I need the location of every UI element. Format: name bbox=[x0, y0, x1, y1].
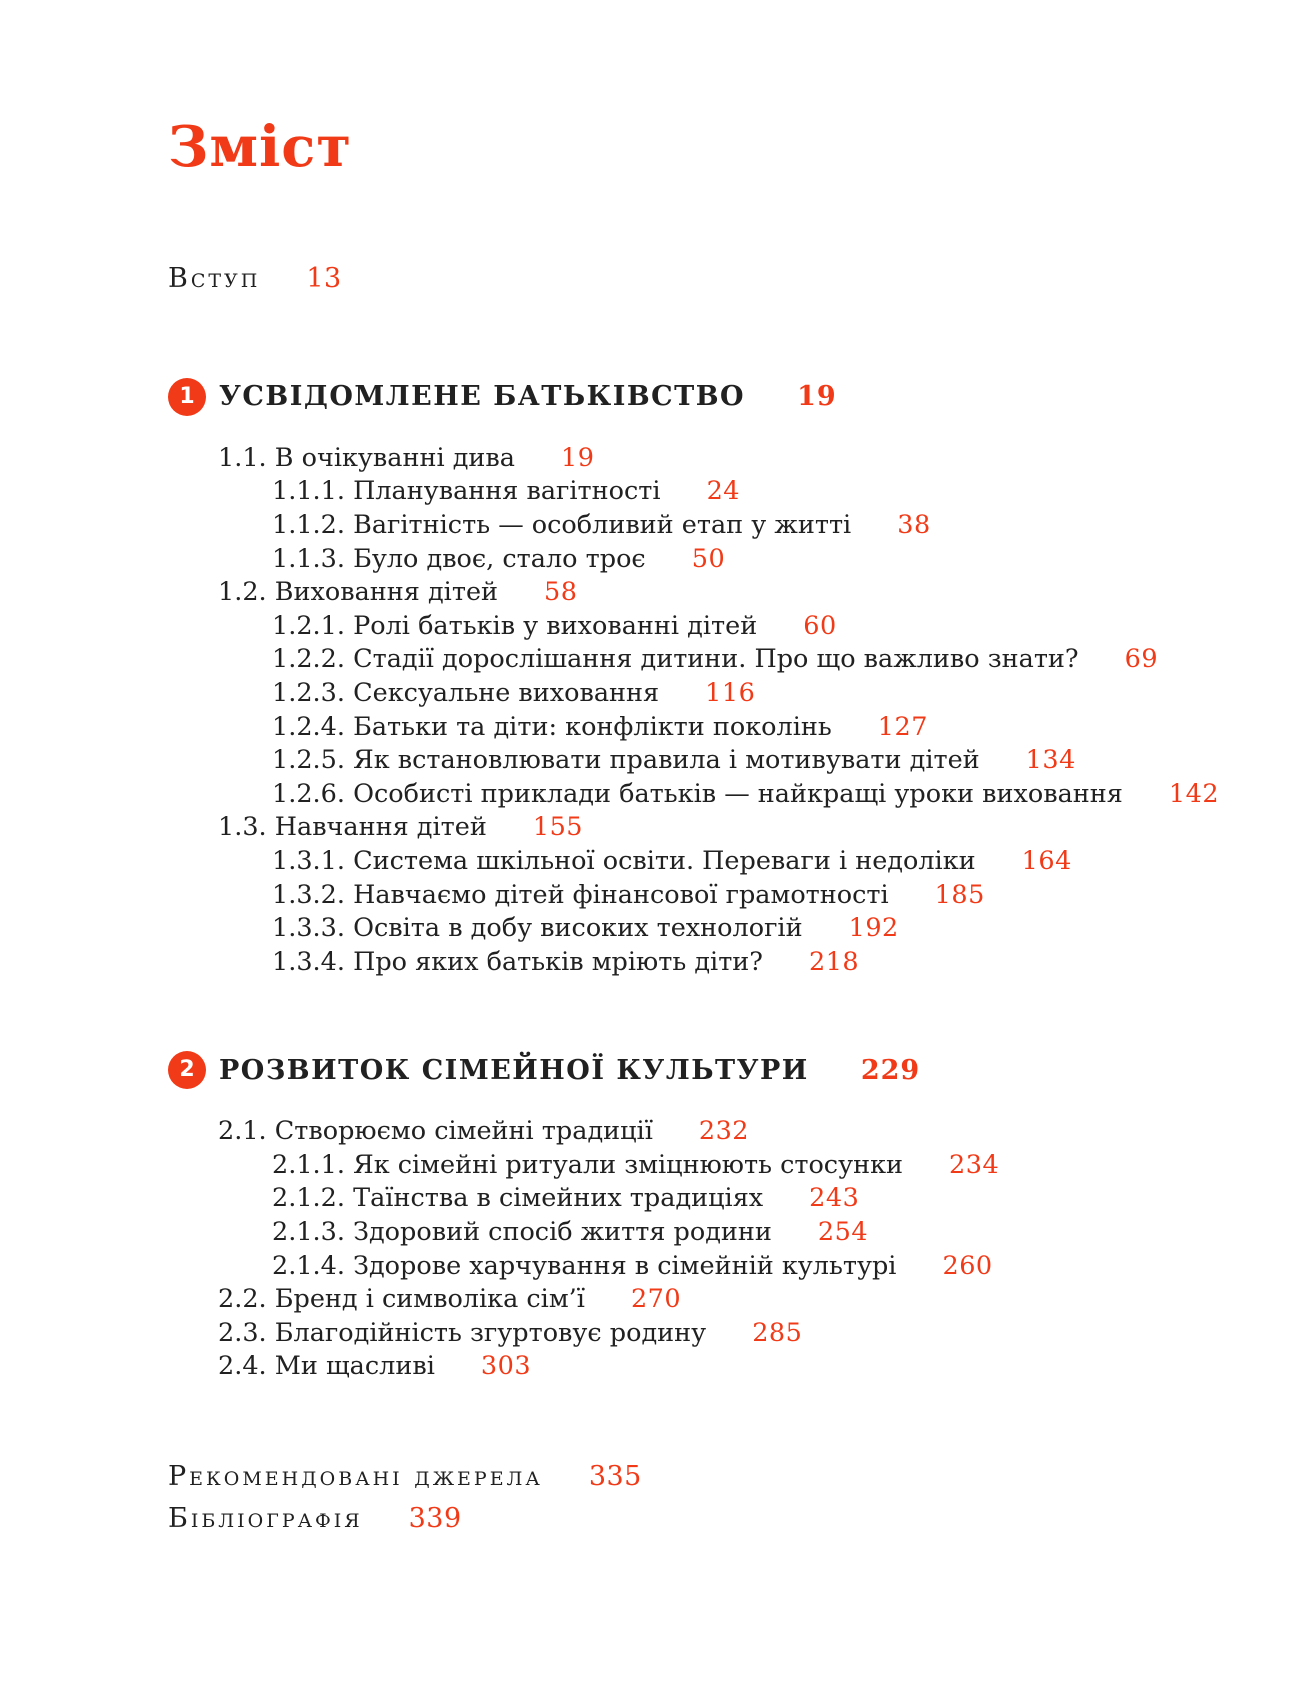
toc-entry bbox=[168, 912, 1239, 946]
toc-entry-page: 134 bbox=[1025, 745, 1076, 776]
toc-entry bbox=[168, 711, 1239, 745]
toc-entry-page: 234 bbox=[949, 1149, 1000, 1180]
toc-entry bbox=[168, 1283, 1239, 1317]
toc-section bbox=[168, 378, 1239, 980]
page-title: Зміст bbox=[168, 114, 353, 180]
toc-entry-label: 1.3. Навчання дітей bbox=[218, 812, 487, 843]
toc-entry-page: 155 bbox=[532, 812, 584, 843]
toc-entry-page: 58 bbox=[544, 577, 578, 608]
toc-entry-page: 116 bbox=[705, 677, 756, 708]
section-title: РОЗВИТОК СІМЕЙНОЇ КУЛЬТУРИ bbox=[219, 1054, 809, 1086]
toc-entry-page: 192 bbox=[848, 913, 899, 944]
toc-entry bbox=[168, 811, 1239, 845]
toc-intro-label: Вступ bbox=[168, 262, 261, 294]
toc-entry-page: 260 bbox=[942, 1250, 993, 1281]
toc-entry-label: 1.3.3. Освіта в добу високих технологій bbox=[272, 913, 803, 944]
toc-entry-label: 2.1. Створюємо сімейні традиції bbox=[218, 1116, 653, 1147]
toc-entry-label: 1.3.2. Навчаємо дітей фінансової грамотності bbox=[272, 879, 889, 910]
toc-entry-page: 254 bbox=[817, 1217, 869, 1248]
sections bbox=[168, 378, 1239, 1384]
toc-footer-row bbox=[168, 1498, 1239, 1540]
toc-entry-label: 1.3.4. Про яких батьків мріють діти? bbox=[272, 946, 763, 977]
section-entries bbox=[168, 442, 1239, 980]
toc-footer-list bbox=[168, 1456, 1239, 1540]
section-header bbox=[168, 378, 1239, 416]
toc-footer-row bbox=[168, 1456, 1239, 1498]
toc-entry bbox=[168, 543, 1239, 577]
toc-entry-label: 1.2.4. Батьки та діти: конфлікти поколінь bbox=[272, 711, 832, 742]
toc-entry-label: 2.4. Ми щасливі bbox=[218, 1351, 435, 1382]
toc-entry bbox=[168, 576, 1239, 610]
toc-entry-label: 1.1.2. Вагітність — особливий етап у житті bbox=[272, 509, 852, 540]
toc-entry-page: 232 bbox=[698, 1116, 750, 1147]
section-entries bbox=[168, 1115, 1239, 1384]
toc-entry-page: 38 bbox=[897, 509, 931, 540]
section-number-badge: 1 bbox=[168, 378, 206, 416]
toc-entry-page: 243 bbox=[809, 1183, 860, 1214]
toc-entry-label: 1.2.6. Особисті приклади батьків — найкращі уроки виховання bbox=[272, 778, 1123, 809]
toc-entry-page: 164 bbox=[1021, 845, 1072, 876]
toc-entry-page: 218 bbox=[808, 946, 860, 977]
section-number-badge: 2 bbox=[168, 1051, 206, 1089]
toc-intro-page: 13 bbox=[306, 262, 342, 294]
section-header bbox=[168, 1051, 1239, 1089]
section-page: 19 bbox=[797, 381, 837, 413]
toc-footer-page: 335 bbox=[588, 1461, 642, 1493]
toc-entry-page: 127 bbox=[877, 711, 928, 742]
toc-entry-label: 2.2. Бренд і символіка сім’ї bbox=[218, 1284, 585, 1315]
toc-entry bbox=[168, 475, 1239, 509]
toc-entry-label: 2.1.4. Здорове харчування в сімейній культурі bbox=[272, 1250, 897, 1281]
toc-entry bbox=[168, 610, 1239, 644]
toc-entry bbox=[168, 1350, 1239, 1384]
toc-entry-page: 285 bbox=[752, 1317, 803, 1348]
toc-entry bbox=[168, 1250, 1239, 1284]
toc-entry-label: 1.3.1. Система шкільної освіти. Переваги і недоліки bbox=[272, 845, 976, 876]
toc-entry bbox=[168, 1216, 1239, 1250]
toc-entry bbox=[168, 1182, 1239, 1216]
toc-entry bbox=[168, 1115, 1239, 1149]
toc-entry bbox=[168, 845, 1239, 879]
toc-entry-label: 1.1.1. Планування вагітності bbox=[272, 476, 661, 507]
toc-entry-page: 142 bbox=[1168, 778, 1220, 809]
toc-entry bbox=[168, 1149, 1239, 1183]
toc-footer-label: Бібліографія bbox=[168, 1503, 363, 1535]
toc-entry-label: 2.1.1. Як сімейні ритуали зміцнюють стосунки bbox=[272, 1149, 904, 1180]
toc-footer-label: Рекомендовані джерела bbox=[168, 1461, 543, 1493]
toc-entry-label: 1.2. Виховання дітей bbox=[218, 577, 499, 608]
toc-entry bbox=[168, 442, 1239, 476]
toc-entry-label: 1.1.3. Було двоє, стало троє bbox=[272, 543, 646, 574]
toc-entry-label: 1.2.2. Стадії дорослішання дитини. Про що важливо знати? bbox=[272, 644, 1079, 675]
toc-entry bbox=[168, 677, 1239, 711]
toc-entry-label: 1.2.5. Як встановлювати правила і мотивувати дітей bbox=[272, 745, 980, 776]
toc-entry-page: 185 bbox=[934, 879, 985, 910]
toc-entry-page: 50 bbox=[691, 543, 726, 574]
toc-entry-page: 24 bbox=[706, 476, 741, 507]
toc-entry bbox=[168, 744, 1239, 778]
toc-entry bbox=[168, 778, 1239, 812]
toc-entry-label: 2.1.3. Здоровий спосіб життя родини bbox=[272, 1217, 772, 1248]
toc-entry-label: 1.1. В очікуванні дива bbox=[218, 442, 515, 473]
toc-entry bbox=[168, 509, 1239, 543]
toc-entry bbox=[168, 1317, 1239, 1351]
toc-section bbox=[168, 1051, 1239, 1384]
toc-intro-row bbox=[168, 263, 1239, 294]
toc-entry bbox=[168, 643, 1239, 677]
toc-footer-page: 339 bbox=[408, 1503, 462, 1535]
toc-entry-page: 69 bbox=[1124, 644, 1159, 675]
toc-entry-page: 60 bbox=[803, 610, 837, 641]
toc-entry-page: 303 bbox=[480, 1351, 532, 1382]
toc-entry-label: 2.1.2. Таїнства в сімейних традиціях bbox=[272, 1183, 764, 1214]
toc-entry bbox=[168, 946, 1239, 980]
toc-entry-page: 270 bbox=[630, 1284, 682, 1315]
section-page: 229 bbox=[860, 1054, 921, 1086]
section-title: УСВІДОМЛЕНЕ БАТЬКІВСТВО bbox=[219, 381, 746, 413]
toc-entry-label: 1.2.3. Сексуальне виховання bbox=[272, 677, 660, 708]
toc-entry-label: 1.2.1. Ролі батьків у вихованні дітей bbox=[272, 610, 758, 641]
toc-entry bbox=[168, 879, 1239, 913]
toc-entry-label: 2.3. Благодійність згуртовує родину bbox=[218, 1317, 707, 1348]
toc-entry-page: 19 bbox=[561, 442, 595, 473]
